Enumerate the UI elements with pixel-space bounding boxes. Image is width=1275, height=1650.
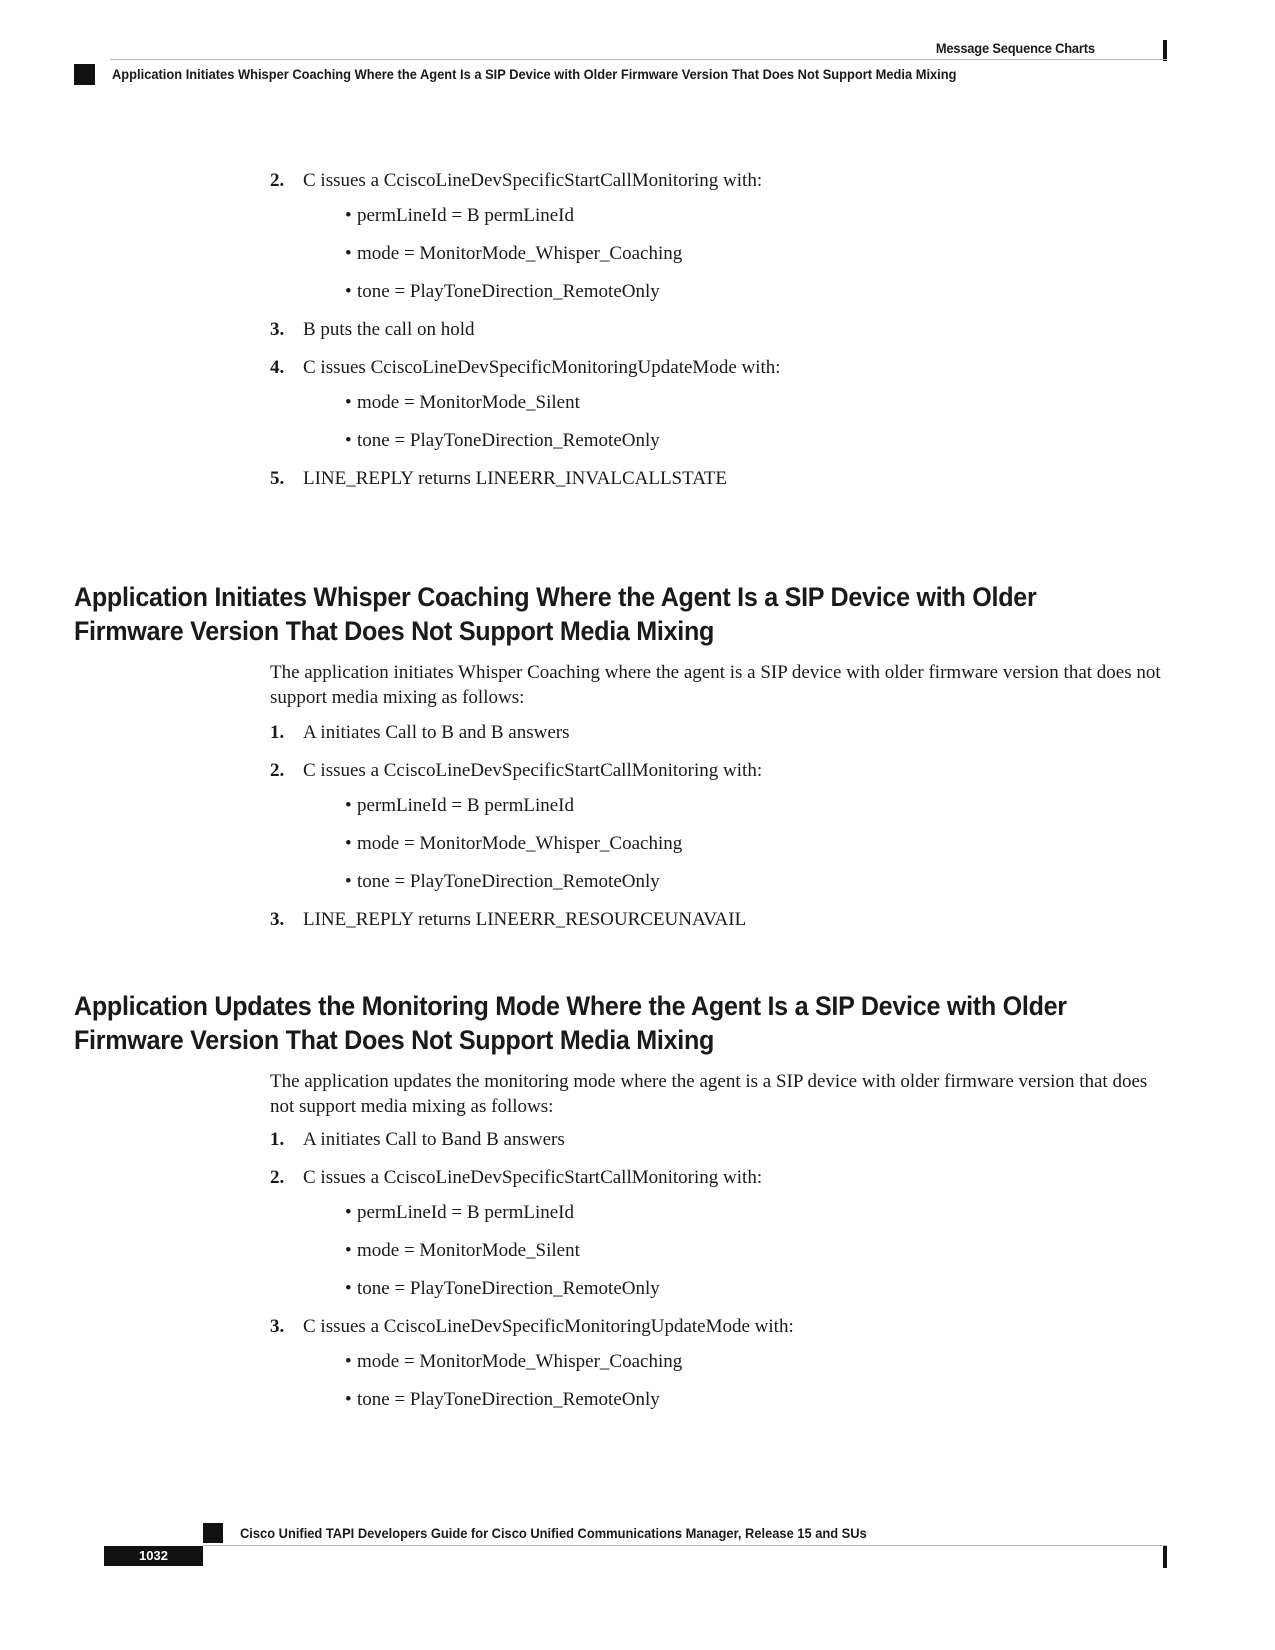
footer-rule	[203, 1545, 1167, 1546]
running-header-chapter: Message Sequence Charts	[936, 40, 1095, 56]
section1-steps-list	[270, 720, 1170, 933]
step-number: 4.	[270, 357, 285, 378]
step-number: 2.	[270, 170, 285, 191]
header-bar-marker	[1163, 40, 1167, 61]
bullet-text: mode = MonitorMode_Silent	[357, 1240, 580, 1261]
running-header-section: Application Initiates Whisper Coaching Where the Agent Is a SIP Device with Older Firmware Version That Does Not Support Media Mixing	[112, 66, 957, 82]
bullet-text: permLineId = B permLineId	[357, 1202, 575, 1223]
section-intro: The application updates the monitoring mode where the agent is a SIP device with older firmware version that does not support media mixing as follows:	[270, 1071, 1148, 1117]
bullet-text: tone = PlayToneDirection_RemoteOnly	[357, 281, 660, 302]
bullet-item: • tone = PlayToneDirection_RemoteOnly	[345, 1278, 660, 1299]
section2-steps-list	[270, 1127, 1170, 1425]
bullet-item: • mode = MonitorMode_Silent	[345, 392, 580, 413]
bullet-item: • tone = PlayToneDirection_RemoteOnly	[345, 430, 660, 451]
bullet-text: mode = MonitorMode_Whisper_Coaching	[357, 243, 683, 264]
step-text: C issues a CciscoLineDevSpecificStartCallMonitoring with:	[303, 170, 763, 191]
step-text: C issues a CciscoLineDevSpecificStartCallMonitoring with:	[303, 760, 763, 781]
step-bullets	[303, 390, 1170, 454]
section-intro: The application initiates Whisper Coaching where the agent is a SIP device with older firmware version that does not support media mixing as follows:	[270, 662, 1161, 708]
bullet-item: • mode = MonitorMode_Whisper_Coaching	[345, 1351, 683, 1372]
page-number: 1032	[104, 1546, 203, 1566]
section-heading: Application Initiates Whisper Coaching Where the Agent Is a SIP Device with Older Firmware Version That Does Not Support Media Mixing	[74, 582, 1037, 646]
footer-bar-marker	[1163, 1546, 1167, 1568]
step-text: C issues CciscoLineDevSpecificMonitoringUpdateMode with:	[303, 357, 781, 378]
step-text: C issues a CciscoLineDevSpecificMonitoringUpdateMode with:	[303, 1316, 794, 1337]
step-text: LINE_REPLY returns LINEERR_RESOURCEUNAVAIL	[303, 909, 747, 930]
section-heading: Application Updates the Monitoring Mode Where the Agent Is a SIP Device with Older Firmware Version That Does Not Support Media Mixing	[74, 991, 1067, 1055]
step-item	[270, 317, 1170, 343]
step-item	[270, 466, 1170, 492]
step-text: A initiates Call to B and B answers	[303, 722, 570, 743]
bullet-item: • mode = MonitorMode_Whisper_Coaching	[345, 243, 683, 264]
step-item	[270, 907, 1170, 933]
step-text: B puts the call on hold	[303, 319, 475, 340]
footer-guide-title: Cisco Unified TAPI Developers Guide for Cisco Unified Communications Manager, Release 15 and SUs	[240, 1525, 867, 1541]
step-item	[270, 720, 1170, 746]
step-bullets	[303, 1349, 1170, 1413]
step-number: 1.	[270, 1129, 285, 1150]
continued-steps-list	[270, 168, 1170, 492]
bullet-text: tone = PlayToneDirection_RemoteOnly	[357, 430, 660, 451]
bullet-item: • tone = PlayToneDirection_RemoteOnly	[345, 281, 660, 302]
step-bullets	[303, 203, 1170, 305]
step-number: 3.	[270, 909, 285, 930]
step-number: 5.	[270, 468, 285, 489]
step-text: C issues a CciscoLineDevSpecificStartCallMonitoring with:	[303, 1167, 763, 1188]
bullet-item: • mode = MonitorMode_Whisper_Coaching	[345, 833, 683, 854]
step-item	[270, 1314, 1170, 1413]
step-item	[270, 168, 1170, 305]
step-number: 1.	[270, 722, 285, 743]
bullet-text: mode = MonitorMode_Whisper_Coaching	[357, 1351, 683, 1372]
bullet-item: • tone = PlayToneDirection_RemoteOnly	[345, 1389, 660, 1410]
header-square-marker	[74, 64, 95, 85]
bullet-text: permLineId = B permLineId	[357, 205, 575, 226]
step-item	[270, 1127, 1170, 1153]
step-item	[270, 758, 1170, 895]
step-number: 2.	[270, 1167, 285, 1188]
bullet-text: permLineId = B permLineId	[357, 795, 575, 816]
bullet-item: • permLineId = B permLineId	[345, 205, 575, 226]
step-text: A initiates Call to Band B answers	[303, 1129, 565, 1150]
step-bullets	[303, 1200, 1170, 1302]
step-number: 3.	[270, 319, 285, 340]
bullet-text: tone = PlayToneDirection_RemoteOnly	[357, 1389, 660, 1410]
bullet-item: • permLineId = B permLineId	[345, 795, 575, 816]
header-rule	[110, 59, 1167, 60]
bullet-item: • mode = MonitorMode_Silent	[345, 1240, 580, 1261]
bullet-text: tone = PlayToneDirection_RemoteOnly	[357, 871, 660, 892]
bullet-item: • permLineId = B permLineId	[345, 1202, 575, 1223]
bullet-text: mode = MonitorMode_Silent	[357, 392, 580, 413]
step-item	[270, 355, 1170, 454]
step-text: LINE_REPLY returns LINEERR_INVALCALLSTATE	[303, 468, 728, 489]
bullet-text: tone = PlayToneDirection_RemoteOnly	[357, 1278, 660, 1299]
footer-square-marker	[203, 1523, 223, 1543]
step-number: 2.	[270, 760, 285, 781]
step-bullets	[303, 793, 1170, 895]
bullet-text: mode = MonitorMode_Whisper_Coaching	[357, 833, 683, 854]
step-number: 3.	[270, 1316, 285, 1337]
bullet-item: • tone = PlayToneDirection_RemoteOnly	[345, 871, 660, 892]
step-item	[270, 1165, 1170, 1302]
